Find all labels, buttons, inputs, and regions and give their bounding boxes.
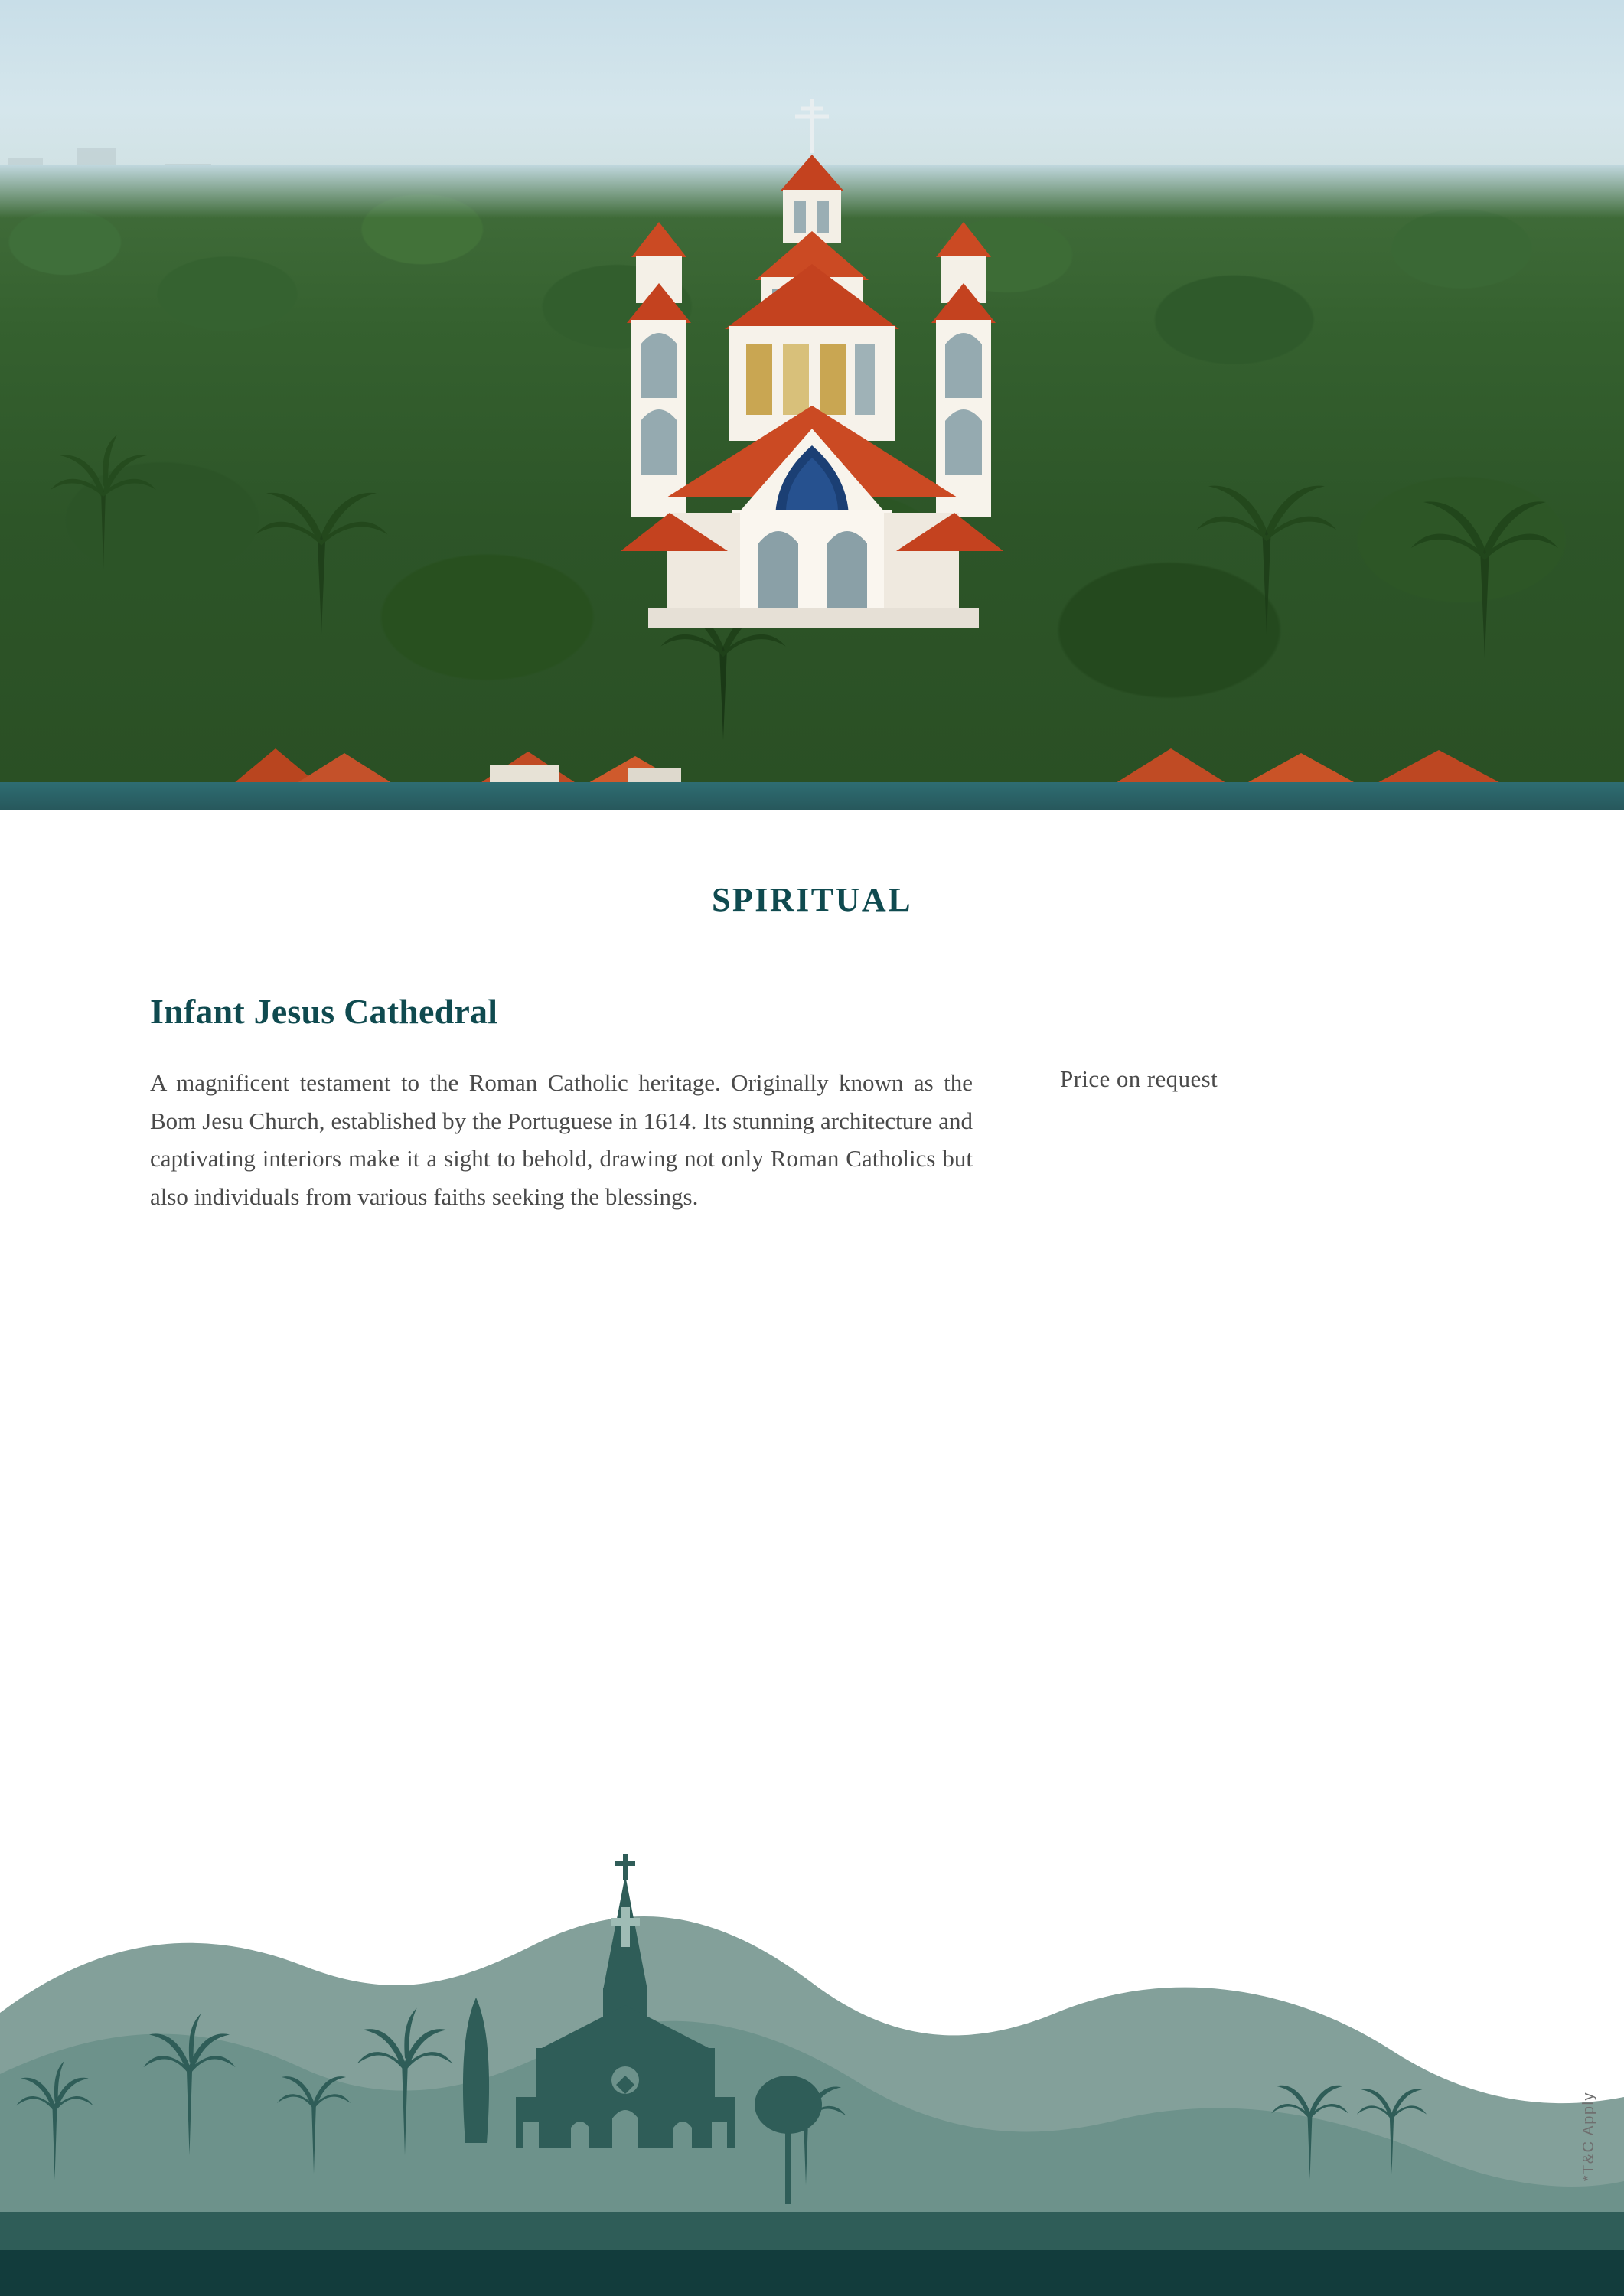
item-price: Price on request <box>1060 1065 1218 1092</box>
footer-illustration <box>0 1821 1624 2296</box>
palm-tree-icon <box>1408 475 1561 658</box>
cross-icon <box>795 99 829 153</box>
palm-tree-icon <box>46 429 161 574</box>
item-description: A magnificent testament to the Roman Catholic heritage. Originally known as the Bom Jesu Church, established by the Portuguese in 1614. Its stunning architecture and captivating interiors make it a sight to behold, drawing not only Roman Catholics but also individuals from various faiths seeking the blessings. <box>150 1069 973 1210</box>
hero-photo <box>0 0 1624 810</box>
boundary-fence <box>0 782 1624 810</box>
page-title: Infant Jesus Cathedral <box>150 992 498 1031</box>
section-title: SPIRITUAL <box>711 881 913 918</box>
terms-note: *T&C Apply <box>1580 2091 1597 2181</box>
village-rooftops <box>0 718 1624 787</box>
palm-tree-icon <box>253 467 390 635</box>
cathedral-building <box>575 99 1049 712</box>
palm-tree-icon <box>1194 459 1339 635</box>
